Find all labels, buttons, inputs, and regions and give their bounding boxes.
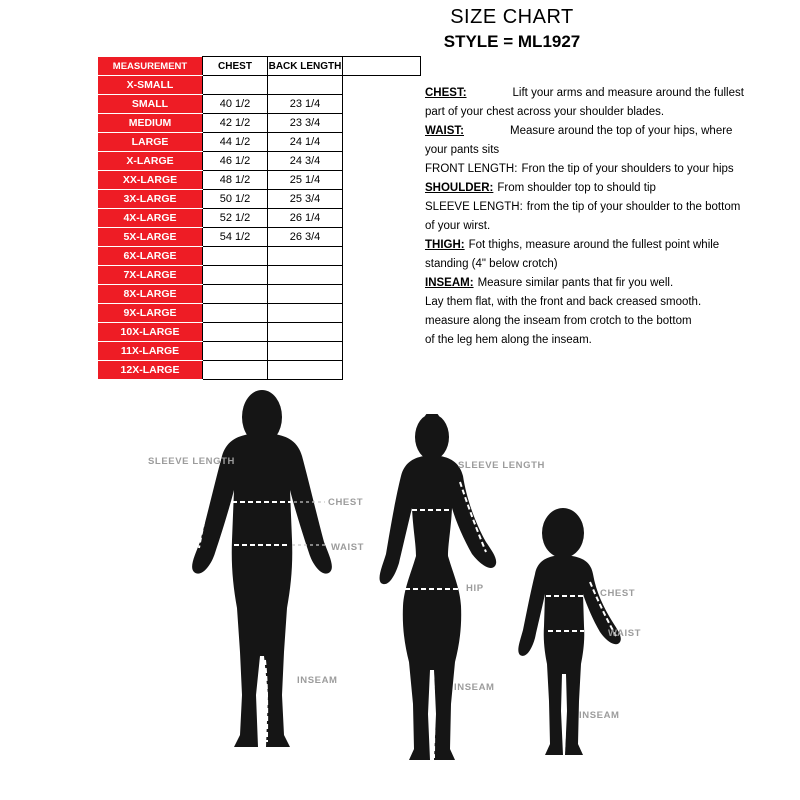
title-block xyxy=(402,6,622,52)
instruction-line xyxy=(425,236,775,255)
back-length-cell: 24 3/4 xyxy=(268,152,343,171)
child-chest-label: CHEST xyxy=(600,588,636,599)
instruction-text: part of your chest across your shoulder blades. xyxy=(425,106,665,118)
table-header-row xyxy=(98,57,421,76)
table-row xyxy=(98,114,421,133)
size-table xyxy=(97,56,421,380)
table-row xyxy=(98,266,421,285)
instruction-text: Fot thighs, measure around the fullest point while xyxy=(468,239,720,251)
woman-sleeve-length-label: SLEEVE LENGTH xyxy=(458,460,545,471)
back-length-cell: 26 1/4 xyxy=(268,209,343,228)
chest-cell: 50 1/2 xyxy=(203,190,268,209)
man-waist-label: WAIST xyxy=(331,542,365,553)
size-cell: X-SMALL xyxy=(98,76,203,95)
chest-cell xyxy=(203,76,268,95)
size-cell: 10X-LARGE xyxy=(98,323,203,342)
woman-head xyxy=(415,414,449,460)
table-row xyxy=(98,342,421,361)
table-row xyxy=(98,361,421,380)
blank-cell xyxy=(343,304,421,323)
instruction-line xyxy=(425,84,775,103)
instruction-term: WAIST: xyxy=(425,125,464,137)
instruction-text: Measure similar pants that fir you well. xyxy=(477,277,674,289)
instruction-text: From shoulder top to should tip xyxy=(497,182,656,194)
blank-cell xyxy=(343,133,421,152)
table-row xyxy=(98,190,421,209)
blank-cell xyxy=(343,342,421,361)
table-row xyxy=(98,228,421,247)
size-cell: 5X-LARGE xyxy=(98,228,203,247)
instruction-text: Lay them flat, with the front and back creased smooth. xyxy=(425,296,702,308)
instruction-text: Fron the tip of your shoulders to your hips xyxy=(521,163,734,175)
table-row xyxy=(98,95,421,114)
blank-cell xyxy=(343,266,421,285)
instruction-term: FRONT LENGTH: xyxy=(425,163,518,175)
instruction-line xyxy=(425,217,775,236)
chest-cell: 44 1/2 xyxy=(203,133,268,152)
size-cell: 7X-LARGE xyxy=(98,266,203,285)
blank-cell xyxy=(343,361,421,380)
size-cell: 9X-LARGE xyxy=(98,304,203,323)
size-cell: SMALL xyxy=(98,95,203,114)
instruction-line xyxy=(425,331,775,350)
chest-cell: 40 1/2 xyxy=(203,95,268,114)
size-cell: 3X-LARGE xyxy=(98,190,203,209)
instruction-term: THIGH: xyxy=(425,239,465,251)
blank-cell xyxy=(343,209,421,228)
instruction-text: standing (4" below crotch) xyxy=(425,258,558,270)
back-length-cell xyxy=(268,285,343,304)
instruction-line xyxy=(425,179,775,198)
chest-cell: 48 1/2 xyxy=(203,171,268,190)
table-row xyxy=(98,285,421,304)
blank-cell xyxy=(343,323,421,342)
measurement-header: MEASUREMENT xyxy=(98,57,203,76)
size-cell: XX-LARGE xyxy=(98,171,203,190)
back-length-cell: 23 3/4 xyxy=(268,114,343,133)
chest-cell xyxy=(203,361,268,380)
instruction-line xyxy=(425,255,775,274)
back-length-cell: 25 1/4 xyxy=(268,171,343,190)
chest-cell xyxy=(203,323,268,342)
back-length-cell xyxy=(268,361,343,380)
chest-cell xyxy=(203,247,268,266)
child-head xyxy=(542,508,584,558)
back-length-cell: 25 3/4 xyxy=(268,190,343,209)
measurement-instructions xyxy=(425,84,775,350)
blank-cell xyxy=(343,114,421,133)
table-row xyxy=(98,209,421,228)
woman-inseam-line xyxy=(433,674,434,758)
size-cell: 4X-LARGE xyxy=(98,209,203,228)
instruction-text: your pants sits xyxy=(425,144,500,156)
woman-body xyxy=(380,456,497,760)
instruction-text: measure along the inseam from crotch to the bottom xyxy=(425,315,692,327)
blank-cell xyxy=(343,152,421,171)
blank-cell xyxy=(343,171,421,190)
back-length-cell xyxy=(268,323,343,342)
back-length-cell xyxy=(268,304,343,323)
size-cell: LARGE xyxy=(98,133,203,152)
back-length-cell xyxy=(268,266,343,285)
blank-cell xyxy=(343,228,421,247)
size-cell: 12X-LARGE xyxy=(98,361,203,380)
blank-cell xyxy=(343,285,421,304)
chest-header: CHEST xyxy=(203,57,268,76)
instruction-line xyxy=(425,160,775,179)
man-chest-label: CHEST xyxy=(328,497,364,508)
blank-cell xyxy=(343,247,421,266)
instruction-term: INSEAM: xyxy=(425,277,474,289)
instruction-text: from the tip of your shoulder to the bottom xyxy=(526,201,741,213)
page-title: SIZE CHART xyxy=(450,6,574,28)
table-row xyxy=(98,304,421,323)
size-cell: X-LARGE xyxy=(98,152,203,171)
chest-cell xyxy=(203,266,268,285)
back-length-cell xyxy=(268,342,343,361)
instruction-text: Lift your arms and measure around the fullest xyxy=(512,87,744,99)
size-cell: MEDIUM xyxy=(98,114,203,133)
woman-hip-label: HIP xyxy=(466,583,484,594)
table-row xyxy=(98,171,421,190)
instruction-term: SLEEVE LENGTH: xyxy=(425,201,523,213)
instruction-text: Measure around the top of your hips, where xyxy=(509,125,733,137)
instruction-line xyxy=(425,141,775,160)
instruction-line xyxy=(425,293,775,312)
instruction-text: of your wirst. xyxy=(425,220,491,232)
chest-cell: 42 1/2 xyxy=(203,114,268,133)
instruction-text: of the leg hem along the inseam. xyxy=(425,334,592,346)
chest-cell xyxy=(203,285,268,304)
back-length-cell: 26 3/4 xyxy=(268,228,343,247)
blank-cell xyxy=(343,76,421,95)
child-inseam-label: INSEAM xyxy=(579,710,620,721)
instruction-term: CHEST: xyxy=(425,87,467,99)
child-waist-label: WAIST xyxy=(608,628,642,639)
back-length-header: BACK LENGTH xyxy=(268,57,343,76)
blank-cell xyxy=(343,190,421,209)
instruction-term: SHOULDER: xyxy=(425,182,494,194)
back-length-cell xyxy=(268,247,343,266)
man-body xyxy=(192,434,332,747)
instruction-line xyxy=(425,103,775,122)
blank-cell xyxy=(343,95,421,114)
empty-header-cell xyxy=(343,57,421,76)
style-number: STYLE = ML1927 xyxy=(443,32,581,51)
size-cell: 6X-LARGE xyxy=(98,247,203,266)
child-inseam-line xyxy=(564,678,565,752)
chest-cell: 52 1/2 xyxy=(203,209,268,228)
instruction-line xyxy=(425,198,775,217)
size-table-body xyxy=(98,76,421,380)
man-sleeve-length-label: SLEEVE LENGTH xyxy=(148,456,235,467)
table-row xyxy=(98,323,421,342)
back-length-cell xyxy=(268,76,343,95)
table-row xyxy=(98,152,421,171)
size-cell: 8X-LARGE xyxy=(98,285,203,304)
man-silhouette xyxy=(172,390,352,760)
child-body xyxy=(518,556,620,755)
instruction-line xyxy=(425,312,775,331)
chest-cell: 46 1/2 xyxy=(203,152,268,171)
woman-inseam-label: INSEAM xyxy=(454,682,495,693)
instruction-line xyxy=(425,122,775,141)
chest-cell: 54 1/2 xyxy=(203,228,268,247)
instruction-line xyxy=(425,274,775,293)
table-row xyxy=(98,76,421,95)
back-length-cell: 23 1/4 xyxy=(268,95,343,114)
chest-cell xyxy=(203,342,268,361)
size-cell: 11X-LARGE xyxy=(98,342,203,361)
back-length-cell: 24 1/4 xyxy=(268,133,343,152)
table-row xyxy=(98,247,421,266)
table-row xyxy=(98,133,421,152)
chest-cell xyxy=(203,304,268,323)
man-inseam-label: INSEAM xyxy=(297,675,338,686)
